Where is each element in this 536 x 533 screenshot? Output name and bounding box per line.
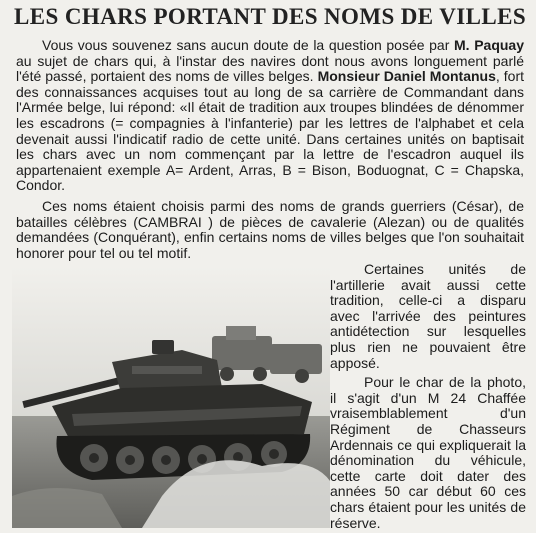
p1-text-a: Vous vous souvenez sans aucun doute de la question posée par: [42, 37, 455, 53]
article-body-top: [16, 38, 524, 261]
paragraph-1: [16, 38, 524, 194]
tank-photo: [12, 266, 330, 528]
name-paquay: M. Paquay: [454, 37, 524, 53]
p1-text-c: , fort des connaissances acquises tout au long de sa carrière de Commandant dans l'Armée belge, lui répond: «Il était de tradition aux troupes blindées de dénommer les escadrons (= compagnies à l'infanterie) par les lettres de l'alphabet et cela devenait aussi l'indicatif radio de cette unité. Dans certaines unités on baptisait les chars avec un nom commençant par la lettre de l'escadron auquel ils appartenaient exemple A= Ardent, Arras, B = Bison, Boduognat, C = Chapska, Condor.: [16, 68, 525, 194]
paragraph-4: Pour le char de la photo, il s'agit d'un M 24 Chaffée vraisemblablement d'un Régiment de Chasseurs Ardennais ce qui expliquerait la dénomination du véhicule, cette carte doit dater des années 50 car début 60 ces chars étaient pour les unités de réserve.: [330, 374, 526, 531]
tank-photo-illustration: [12, 266, 330, 528]
paragraph-3: Certaines unités de l'artillerie avait aussi cette tradition, celle-ci a disparu avec l'arrivée des peintures antidétection sur lesquelles plus rien ne pouvaient être apposé.: [330, 261, 526, 371]
paragraph-2: Ces noms étaient choisis parmi des noms de grands guerriers (César), de batailles célèbres (CAMBRAI ) de pièces de cavalerie (Alezan) ou de qualités demandées (Conquérant), enfin certains noms de villes belges que l'on souhaitait honorer pour tel ou tel motif.: [16, 197, 524, 261]
p1-text-b: au sujet de chars qui, à l'instar des navires dont nous avons longuement parlé l'été passé, portaient des noms de villes belges.: [16, 52, 524, 85]
article-body-right: [330, 262, 526, 531]
article-headline: LES CHARS PORTANT DES NOMS DE VILLES: [14, 4, 527, 29]
name-montanus: Monsieur Daniel Montanus: [317, 68, 496, 85]
